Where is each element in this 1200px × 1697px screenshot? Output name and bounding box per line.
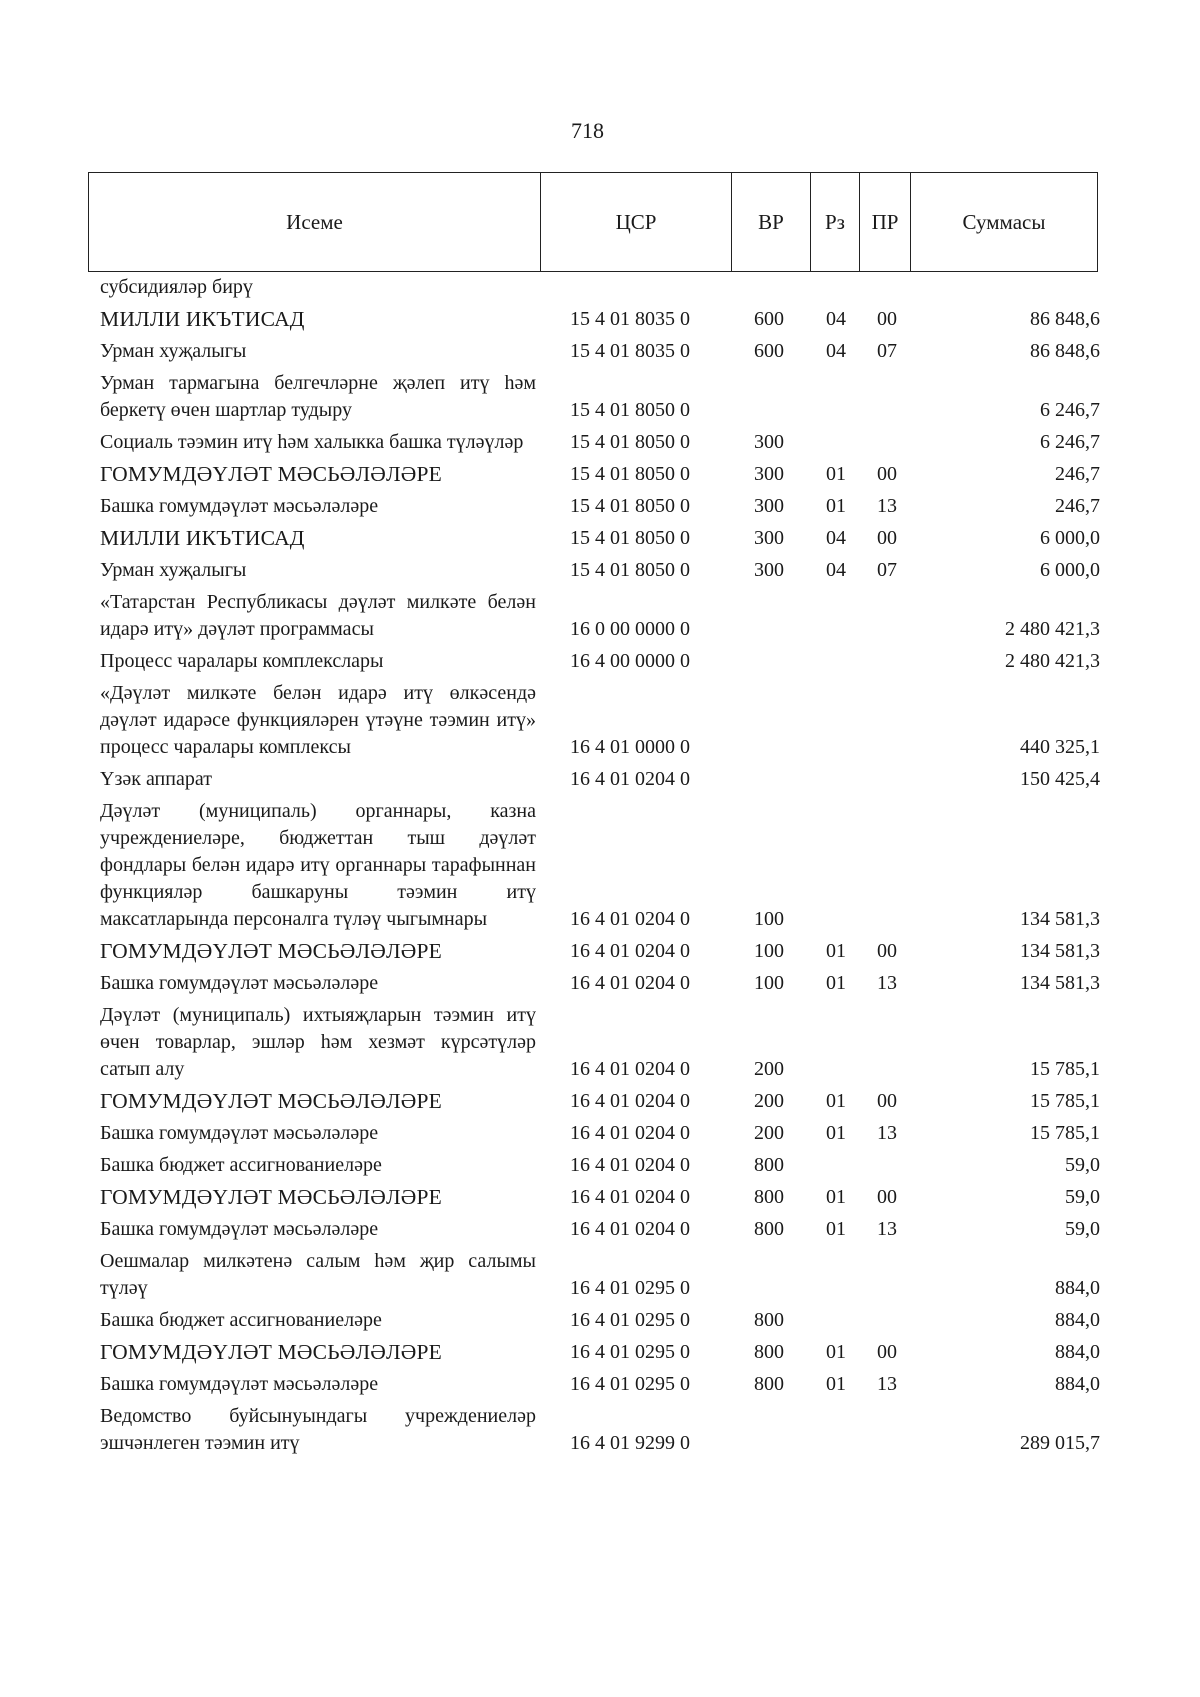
cell-pr: 00 [877,308,897,330]
table-row [100,306,1100,333]
cell-sum: 86 848,6 [1030,340,1100,362]
cell-csr: 16 4 01 0204 0 [570,1218,690,1240]
cell-name: Башка гомумдәүләт мәсьәләләре [100,972,379,994]
cell-sum: 15 785,1 [1030,1122,1100,1144]
cell-name: Дәүләт (муниципаль) ихтыяҗларын тәэмин итү өчен товарлар, эшләр һәм хезмәт күрсәтүләр сатып алу [100,1004,536,1080]
cell-rz: 01 [826,940,846,962]
table-row [100,1403,1100,1457]
table-row [100,338,1100,365]
cell-vr: 800 [754,1186,784,1208]
cell-csr: 16 4 01 0204 0 [570,1058,690,1080]
cell-sum: 134 581,3 [1020,940,1100,962]
cell-vr: 100 [754,908,784,930]
cell-name: Ведомство буйсынуындагы учреждениеләр эшчәнлеген тәэмин итү [100,1405,536,1454]
cell-name: Башка гомумдәүләт мәсьәләләре [100,1122,379,1144]
table-header [88,172,1098,272]
cell-rz: 01 [826,1218,846,1240]
cell-sum: 6 246,7 [1040,399,1100,421]
table-row [100,1339,1100,1366]
table-row [100,680,1100,761]
cell-name: Оешмалар милкәтенә салым һәм җир салымы түләү [100,1250,536,1299]
table-row [100,1088,1100,1115]
cell-sum: 6 246,7 [1040,431,1100,453]
cell-name: «Татарстан Республикасы дәүләт милкәте белән идарә итү» дәүләт программасы [100,591,536,640]
cell-sum: 59,0 [1065,1186,1100,1208]
cell-csr: 15 4 01 8050 0 [570,431,690,453]
table-row [100,525,1100,552]
cell-name: Башка бюджет ассигнованиеләре [100,1309,382,1331]
cell-csr: 16 4 01 0000 0 [570,736,690,758]
cell-name: Урман хуҗалыгы [100,559,247,581]
cell-csr: 16 4 00 0000 0 [570,650,690,672]
cell-csr: 16 4 01 0204 0 [570,1090,690,1112]
cell-pr: 00 [877,463,897,485]
cell-vr: 800 [754,1373,784,1395]
cell-name: МИЛЛИ ИКЪТИСАД [100,307,305,331]
cell-name: субсидияләр бирү [100,276,253,298]
table-row [100,557,1100,584]
page-number: 718 [571,118,604,143]
cell-csr: 15 4 01 8050 0 [570,527,690,549]
cell-csr: 16 4 01 9299 0 [570,1432,690,1454]
column-header-vr: ВР [732,173,811,271]
cell-vr: 800 [754,1341,784,1363]
cell-name: Үзәк аппарат [100,768,212,790]
cell-csr: 16 4 01 0204 0 [570,1154,690,1176]
cell-name: ГОМУМДӘҮЛӘТ МӘСЬӘЛӘЛӘРЕ [100,462,442,486]
cell-csr: 15 4 01 8035 0 [570,340,690,362]
cell-name: Дәүләт (муниципаль) органнары, казна учреждениеләре, бюджеттан тыш дәүләт фондлары белән идарә итү органнары тарафыннан функцияләр башкаруны тәэмин итү максатларында персоналга түләү чыгымнары [100,800,536,930]
cell-rz: 01 [826,1186,846,1208]
cell-vr: 100 [754,972,784,994]
cell-name: Башка гомумдәүләт мәсьәләләре [100,1373,379,1395]
cell-sum: 15 785,1 [1030,1090,1100,1112]
cell-csr: 16 4 01 0295 0 [570,1373,690,1395]
cell-csr: 15 4 01 8035 0 [570,308,690,330]
cell-pr: 00 [877,1090,897,1112]
cell-pr: 00 [877,1186,897,1208]
cell-name: МИЛЛИ ИКЪТИСАД [100,526,305,550]
cell-sum: 884,0 [1055,1277,1100,1299]
cell-csr: 16 4 01 0295 0 [570,1341,690,1363]
cell-vr: 300 [754,463,784,485]
cell-rz: 04 [826,559,846,581]
cell-pr: 00 [877,527,897,549]
cell-sum: 884,0 [1055,1373,1100,1395]
table-row [100,1152,1100,1179]
cell-vr: 600 [754,340,784,362]
cell-csr: 15 4 01 8050 0 [570,559,690,581]
cell-rz: 01 [826,1373,846,1395]
cell-sum: 15 785,1 [1030,1058,1100,1080]
column-header-csr: ЦСР [541,173,732,271]
cell-csr: 15 4 01 8050 0 [570,399,690,421]
cell-sum: 6 000,0 [1040,527,1100,549]
cell-sum: 884,0 [1055,1341,1100,1363]
table-row [100,1216,1100,1243]
cell-sum: 150 425,4 [1020,768,1100,790]
table-body [100,274,1100,1457]
cell-rz: 01 [826,972,846,994]
table-row [100,493,1100,520]
table-row [100,648,1100,675]
cell-vr: 800 [754,1154,784,1176]
cell-sum: 289 015,7 [1020,1432,1100,1454]
cell-sum: 6 000,0 [1040,559,1100,581]
table-row [100,1002,1100,1083]
cell-vr: 800 [754,1309,784,1331]
cell-vr: 200 [754,1058,784,1080]
cell-rz: 01 [826,495,846,517]
cell-name: ГОМУМДӘҮЛӘТ МӘСЬӘЛӘЛӘРЕ [100,939,442,963]
column-header-rz: Рз [811,173,860,271]
cell-rz: 01 [826,463,846,485]
cell-pr: 00 [877,940,897,962]
cell-rz: 04 [826,527,846,549]
cell-sum: 86 848,6 [1030,308,1100,330]
cell-pr: 07 [877,559,897,581]
table-row [100,1248,1100,1302]
table-row [100,429,1100,456]
cell-pr: 13 [877,1218,897,1240]
cell-vr: 300 [754,495,784,517]
table-row [100,274,1100,301]
cell-csr: 16 4 01 0204 0 [570,768,690,790]
cell-sum: 246,7 [1055,463,1100,485]
cell-name: Башка гомумдәүләт мәсьәләләре [100,495,379,517]
table-row [100,1307,1100,1334]
cell-vr: 600 [754,308,784,330]
cell-rz: 04 [826,340,846,362]
cell-name: Урман тармагына белгечләрне җәлеп итү һәм беркетү өчен шартлар тудыру [100,372,536,421]
table-row [100,1120,1100,1147]
cell-pr: 13 [877,1122,897,1144]
cell-sum: 59,0 [1065,1218,1100,1240]
cell-pr: 13 [877,1373,897,1395]
cell-name: Башка гомумдәүләт мәсьәләләре [100,1218,379,1240]
cell-rz: 01 [826,1090,846,1112]
table-row [100,370,1100,424]
cell-csr: 15 4 01 8050 0 [570,463,690,485]
cell-name: Процесс чаралары комплекслары [100,650,384,672]
cell-csr: 16 4 01 0204 0 [570,1186,690,1208]
table-row [100,589,1100,643]
cell-name: Социаль тәэмин итү һәм халыкка башка түләүләр [100,431,524,453]
table-row [100,938,1100,965]
cell-rz: 01 [826,1341,846,1363]
cell-rz: 04 [826,308,846,330]
column-header-pr: ПР [860,173,911,271]
cell-csr: 15 4 01 8050 0 [570,495,690,517]
cell-pr: 13 [877,495,897,517]
cell-pr: 13 [877,972,897,994]
cell-vr: 300 [754,431,784,453]
column-header-name: Исеме [89,173,541,271]
cell-sum: 134 581,3 [1020,908,1100,930]
cell-pr: 07 [877,340,897,362]
cell-csr: 16 0 00 0000 0 [570,618,690,640]
cell-csr: 16 4 01 0204 0 [570,940,690,962]
cell-csr: 16 4 01 0204 0 [570,908,690,930]
cell-csr: 16 4 01 0204 0 [570,972,690,994]
cell-vr: 300 [754,527,784,549]
cell-vr: 100 [754,940,784,962]
table-row [100,970,1100,997]
cell-rz: 01 [826,1122,846,1144]
cell-name: «Дәүләт милкәте белән идарә итү өлкәсендә дәүләт идарәсе функцияләрен үтәүне тәэмин итү» процесс чаралары комплексы [100,682,536,758]
table-row [100,1371,1100,1398]
table-row [100,461,1100,488]
cell-sum: 134 581,3 [1020,972,1100,994]
cell-name: Башка бюджет ассигнованиеләре [100,1154,382,1176]
cell-csr: 16 4 01 0295 0 [570,1309,690,1331]
cell-name: ГОМУМДӘҮЛӘТ МӘСЬӘЛӘЛӘРЕ [100,1185,442,1209]
cell-vr: 800 [754,1218,784,1240]
cell-name: Урман хуҗалыгы [100,340,247,362]
table-row [100,1184,1100,1211]
cell-sum: 246,7 [1055,495,1100,517]
cell-csr: 16 4 01 0295 0 [570,1277,690,1299]
cell-sum: 884,0 [1055,1309,1100,1331]
cell-vr: 200 [754,1122,784,1144]
cell-sum: 59,0 [1065,1154,1100,1176]
table-row [100,766,1100,793]
cell-vr: 200 [754,1090,784,1112]
cell-name: ГОМУМДӘҮЛӘТ МӘСЬӘЛӘЛӘРЕ [100,1089,442,1113]
cell-sum: 440 325,1 [1020,736,1100,758]
cell-sum: 2 480 421,3 [1005,650,1100,672]
cell-pr: 00 [877,1341,897,1363]
cell-vr: 300 [754,559,784,581]
cell-csr: 16 4 01 0204 0 [570,1122,690,1144]
column-header-sum: Суммасы [962,209,1046,234]
cell-sum: 2 480 421,3 [1005,618,1100,640]
table-row [100,798,1100,933]
cell-name: ГОМУМДӘҮЛӘТ МӘСЬӘЛӘЛӘРЕ [100,1340,442,1364]
